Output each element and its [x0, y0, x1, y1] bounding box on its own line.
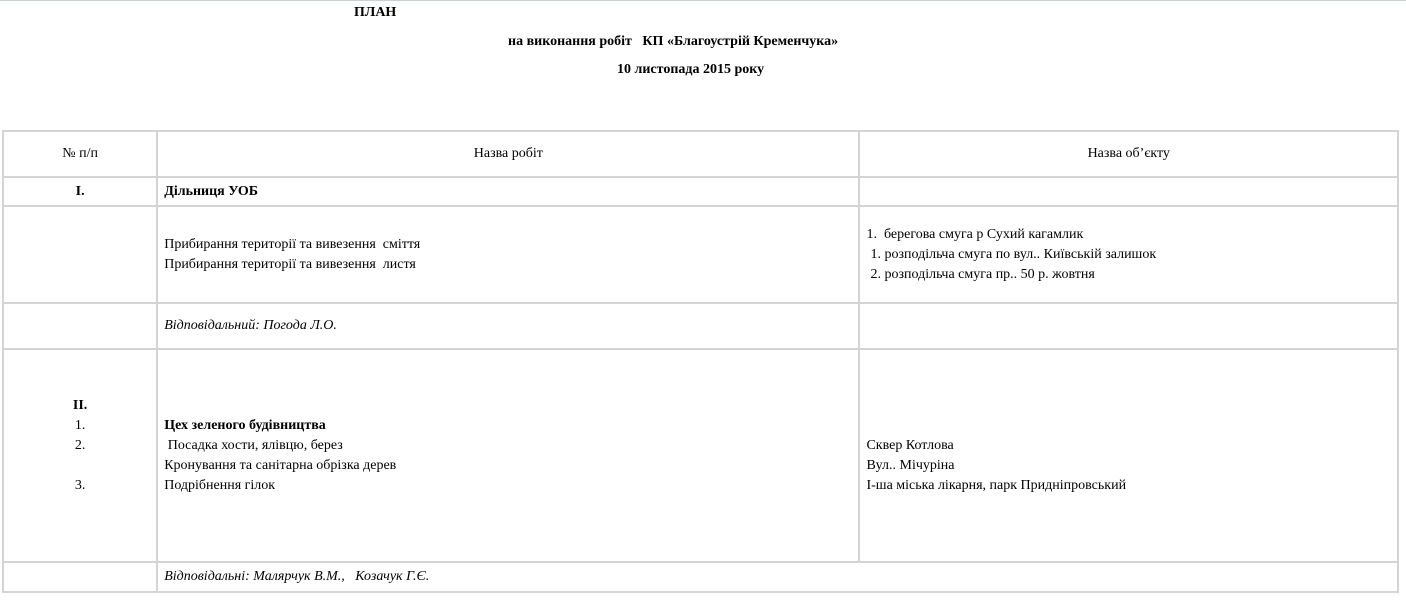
- section-number: I.: [4, 178, 158, 207]
- section-number: II.: [72, 397, 88, 413]
- work-item: Посадка хости, ялівцю, берез: [164, 437, 343, 453]
- spacer: [866, 416, 1391, 436]
- document-subtitle: на виконання робіт КП «Благоустрій Кременчука»: [508, 34, 839, 49]
- column-header-number: № п/п: [4, 132, 158, 178]
- spacer: [866, 496, 1391, 516]
- item-number: 3.: [74, 477, 86, 493]
- column-header-works: Назва робіт: [158, 132, 860, 178]
- table-row: [4, 563, 1399, 593]
- section-numbers-cell: [4, 350, 158, 563]
- object-item: 1. берегова смуга р Сухий кагамлик: [866, 226, 1084, 242]
- empty-cell: [4, 304, 158, 350]
- top-divider: [0, 0, 1406, 1]
- item-number: 2.: [74, 437, 86, 453]
- empty-cell: [860, 304, 1399, 350]
- object-item: 2. розподільча смуга пр.. 50 р. жовтня: [870, 266, 1095, 282]
- work-item: Подрібнення гілок: [164, 477, 276, 493]
- empty-cell: [4, 207, 158, 304]
- works-cell: [158, 207, 860, 304]
- objects-cell: [860, 350, 1399, 563]
- works-cell: [158, 350, 860, 563]
- item-number-blank: [10, 456, 150, 476]
- responsible-persons: Відповідальні: Малярчук В.М., Козачук Г.Є.: [158, 563, 1399, 593]
- spacer: [10, 496, 150, 516]
- section-name: Цех зеленого будівництва: [164, 417, 326, 433]
- section-name: Дільниця УОБ: [158, 178, 860, 207]
- object-item: Вул.. Мічуріна: [866, 457, 955, 473]
- table-header-row: [4, 132, 1399, 178]
- work-item: Кронування та санітарна обрізка дерев: [164, 457, 397, 473]
- work-plan-table: [2, 130, 1399, 593]
- table-row: [4, 207, 1399, 304]
- empty-cell: [4, 563, 158, 593]
- item-number: 1.: [74, 417, 86, 433]
- object-item: 1. розподільча смуга по вул.. Київській залишок: [870, 246, 1157, 262]
- spacer: [164, 496, 852, 516]
- column-header-object: Назва об’єкту: [860, 132, 1399, 178]
- work-item: Прибирання території та вивезення сміття: [164, 236, 421, 252]
- objects-cell: [860, 207, 1399, 304]
- object-item: І-ша міська лікарня, парк Придніпровський: [866, 477, 1127, 493]
- object-item: Сквер Котлова: [866, 437, 954, 453]
- spacer: [164, 396, 852, 416]
- responsible-person: Відповідальний: Погода Л.О.: [158, 304, 860, 350]
- table-row: [4, 178, 1399, 207]
- empty-cell: [860, 178, 1399, 207]
- table-row: [4, 350, 1399, 563]
- document-date: 10 листопада 2015 року: [617, 62, 765, 77]
- table-row: [4, 304, 1399, 350]
- spacer: [866, 396, 1391, 416]
- document-title: ПЛАН: [354, 5, 397, 20]
- work-item: Прибирання території та вивезення листя: [164, 256, 416, 272]
